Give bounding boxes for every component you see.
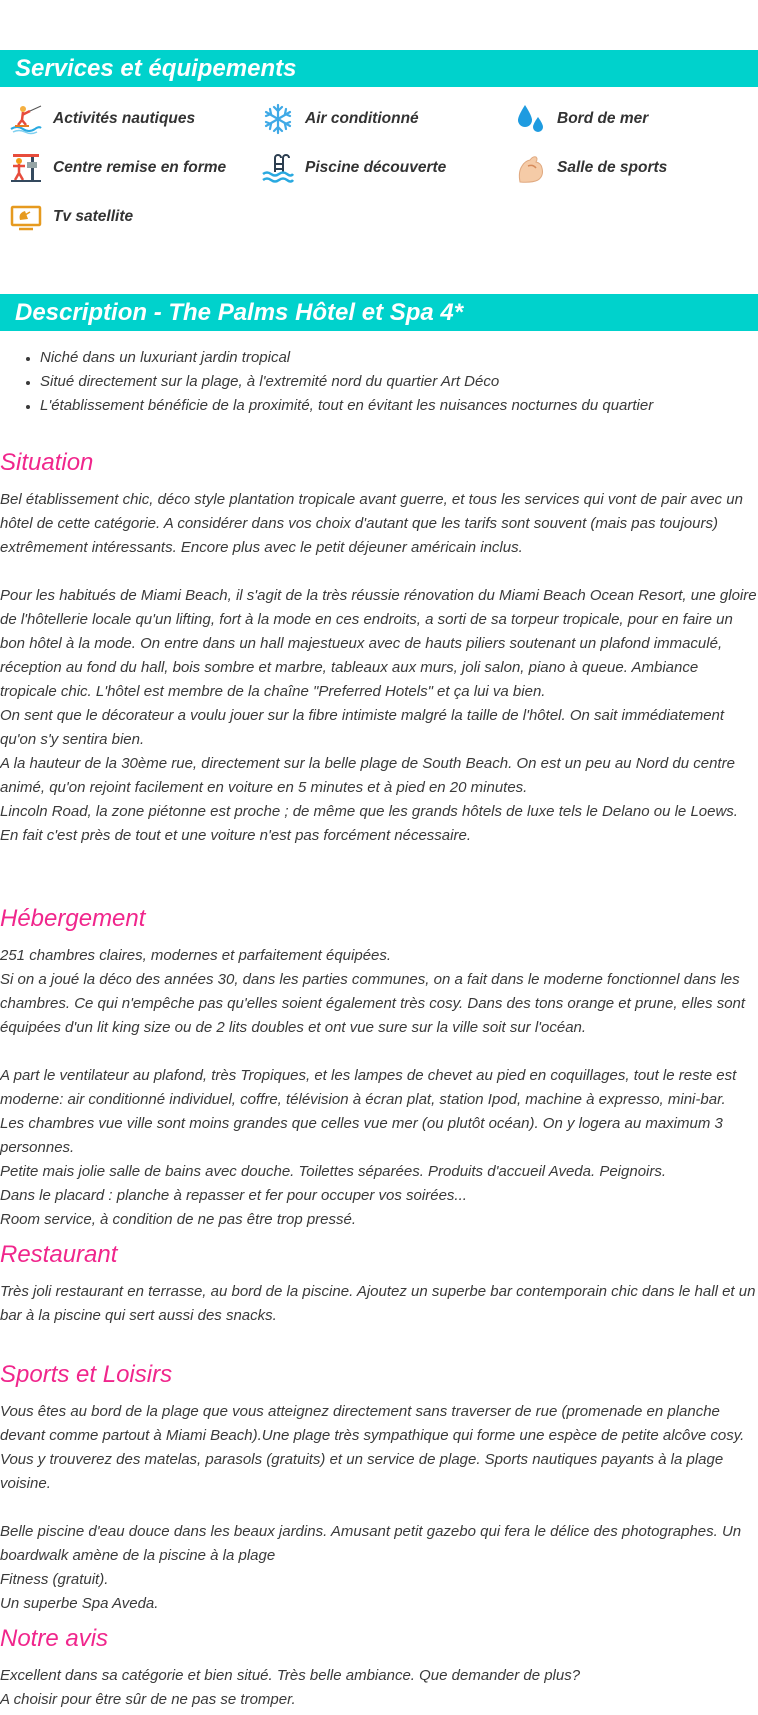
service-label: Air conditionné [305,110,419,127]
service-label: Tv satellite [53,208,134,225]
paragraph: Si on a joué la déco des années 30, dans les parties communes, on a fait dans le moderne fonctionnel dans les chambres. Ce qui n'empêche pas qu'elles soient également très cosy. Dans des tons orange et prune, elles sont équipées d'un lit king size ou de 2 lits doubles et ont vue sure sur la ville soit sur l'océan. [0,971,746,1036]
section-situation [0,448,758,848]
water-ski-icon [9,103,43,135]
section-title: Sports et Loisirs [0,1361,173,1388]
paragraph: En fait c'est près de tout et une voiture n'est pas forcément nécessaire. [0,827,471,844]
section-sports [0,1360,758,1616]
description-title: Description - The Palms Hôtel et Spa 4* [15,299,464,326]
paragraph: Vous êtes au bord de la plage que vous atteignez directement sans traverser de rue (promenade en planche devant comme partout à Miami Beach).Une plage très sympathique qui forme une espèce de petite alcôve cosy. Vous y trouverez des matelas, parasols (gratuits) et un service de plage. Sports nautiques payants à la plage voisine. [0,1403,745,1492]
paragraph: Très joli restaurant en terrasse, au bord de la piscine. Ajoutez un superbe bar contemporain chic dans le hall et un bar à la piscine qui sert aussi des snacks. [0,1283,756,1324]
pool-ladder-icon [261,152,295,184]
paragraph: 251 chambres claires, modernes et parfaitement équipées. [0,947,392,964]
paragraph: Room service, à condition de ne pas être trop pressé. [0,1211,357,1228]
paragraph: Belle piscine d'eau douce dans les beaux jardins. Amusant petit gazebo qui fera le délice des photographes. Un boardwalk amène de la piscine à la plage [0,1523,742,1564]
section-avis [0,1624,758,1712]
section-hebergement [0,904,758,1232]
water-drops-icon [513,103,547,135]
service-item [504,152,667,184]
services-header [0,50,758,87]
snowflake-icon [261,103,295,135]
paragraph: A choisir pour être sûr de ne pas se tromper. [0,1691,296,1708]
paragraph: Dans le placard : planche à repasser et fer pour occuper vos soirées... [0,1187,467,1204]
paragraph: Fitness (gratuit). [0,1571,109,1588]
service-label: Centre remise en forme [53,159,227,176]
service-label: Bord de mer [557,110,649,127]
list-item: • Niché dans un luxuriant jardin tropical [40,346,653,370]
service-item [504,103,648,135]
satellite-tv-icon [9,201,43,233]
section-title: Restaurant [0,1241,118,1268]
section-restaurant [0,1240,758,1328]
service-label: Activités nautiques [53,110,196,127]
service-label: Salle de sports [557,159,668,176]
paragraph: Un superbe Spa Aveda. [0,1595,159,1612]
section-title: Hébergement [0,905,146,932]
description-bullets [0,346,653,418]
paragraph: A part le ventilateur au plafond, très Tropiques, et les lampes de chevet au pied en coquillages, tout le reste est moderne: air conditionné individuel, coffre, télévision à écran plat, station Ipod, machine à expresso, mini-bar. [0,1067,737,1108]
fitness-center-icon [9,152,43,184]
section-title: Notre avis [0,1625,109,1652]
service-item [252,152,446,184]
paragraph: On sent que le décorateur a voulu jouer sur la fibre intimiste malgré la taille de l'hôtel. On sait immédiatement qu'on s'y sentira bien. [0,707,725,748]
paragraph: Petite mais jolie salle de bains avec douche. Toilettes séparées. Produits d'accueil Aveda. Peignoirs. [0,1163,667,1180]
service-item [0,201,133,233]
paragraph: Bel établissement chic, déco style plantation tropicale avant guerre, et tous les services qui vont de pair avec un hôtel de cette catégorie. A considérer dans vos choix d'autant que les tarifs sont souvent (mais pas toujours) extrêmement intéressants. Encore plus avec le petit déjeuner américain inclus. [0,491,743,556]
list-item: • L'établissement bénéficie de la proximité, tout en évitant les nuisances nocturnes du quartier [40,394,653,418]
services-title: Services et équipements [15,55,297,82]
section-title: Situation [0,449,94,476]
paragraph: Pour les habitués de Miami Beach, il s'agit de la très réussie rénovation du Miami Beach Ocean Resort, une gloire de l'hôtellerie locale qu'un lifting, fort à la mode en ces endroits, a sorti de sa torpeur tropicale, pour en faire un bon hôtel à la mode. On entre dans un hall majestueux avec de hauts piliers soutenant un plafond immaculé, réception au fond du hall, bois sombre et marbre, tableaux aux murs, joli salon, piano à queue. Ambiance tropicale chic. L'hôtel est membre de la chaîne "Preferred Hotels" et ça lui va bien. [0,587,757,700]
paragraph: A la hauteur de la 30ème rue, directement sur la belle plage de South Beach. On est un peu au Nord du centre animé, qu'on rejoint facilement en voiture en 5 minutes et à pied en 20 minutes. [0,755,735,796]
description-header [0,294,758,331]
service-item [252,103,419,135]
service-item [0,152,226,184]
list-item: • Situé directement sur la plage, à l'extremité nord du quartier Art Déco [40,370,653,394]
service-label: Piscine découverte [305,159,447,176]
paragraph: Les chambres vue ville sont moins grandes que celles vue mer (ou plutôt océan). On y logera au maximum 3 personnes. [0,1115,723,1156]
service-item [0,103,195,135]
paragraph: Lincoln Road, la zone piétonne est proche ; de même que les grands hôtels de luxe tels le Delano ou le Loews. [0,803,738,820]
paragraph: Excellent dans sa catégorie et bien situé. Très belle ambiance. Que demander de plus? [0,1667,581,1684]
flexed-arm-icon [513,152,547,184]
